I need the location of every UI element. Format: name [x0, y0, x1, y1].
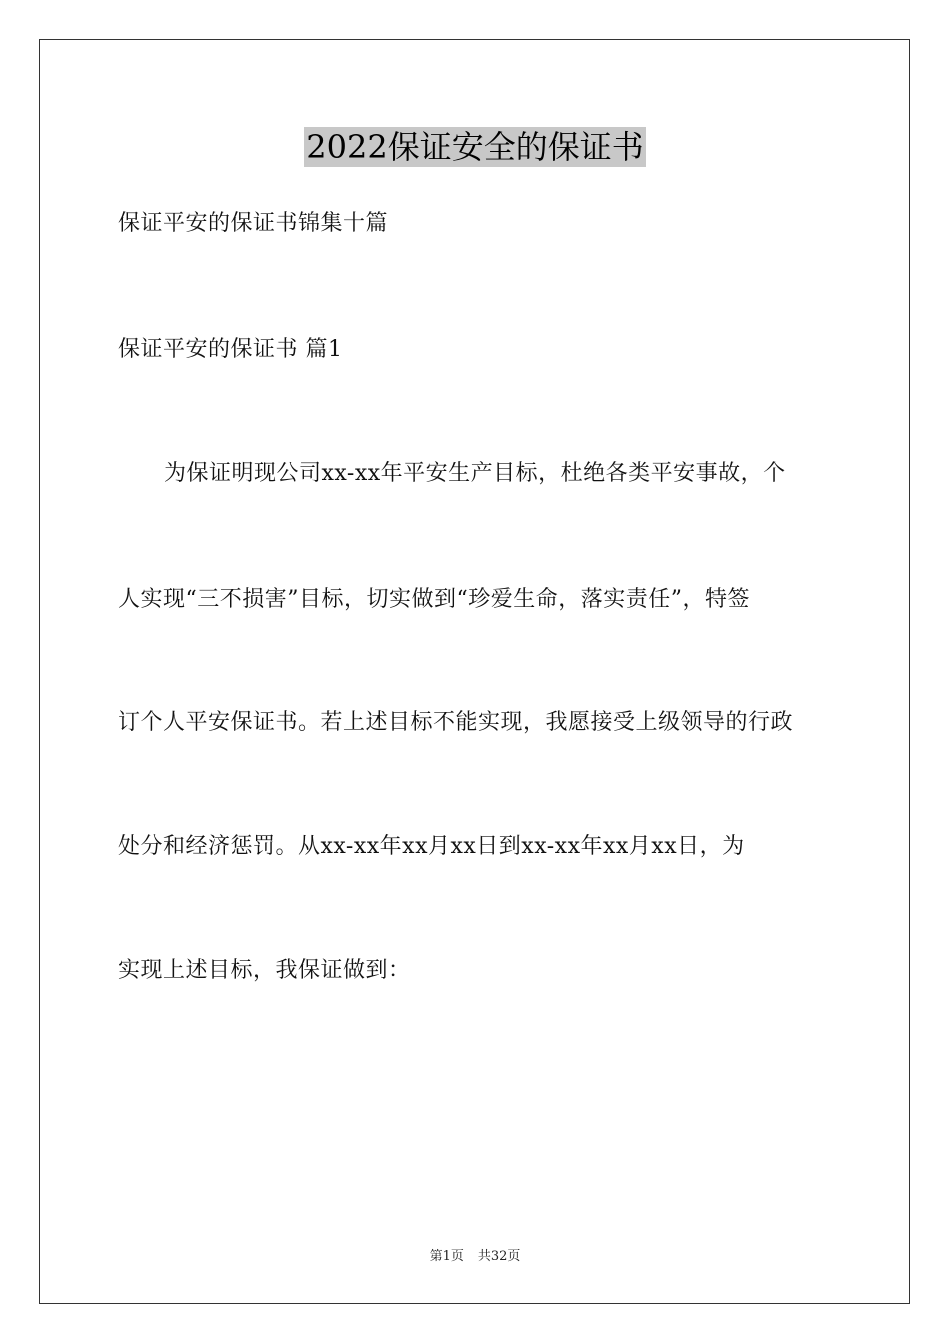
paragraph-line-1: 为保证明现公司xx-xx年平安生产目标，杜绝各类平安事故，个 — [164, 461, 786, 486]
page-number: 第1页 — [429, 1249, 464, 1264]
paragraph-line-2: 人实现“三不损害”目标，切实做到“珍爱生命，落实责任”，特签 — [118, 587, 750, 612]
title-container — [0, 127, 950, 167]
paragraph-line-3: 订个人平安保证书。若上述目标不能实现，我愿接受上级领导的行政 — [118, 710, 794, 735]
document-subtitle: 保证平安的保证书锦集十篇 — [118, 211, 389, 236]
paragraph-line-4: 处分和经济惩罚。从xx-xx年xx月xx日到xx-xx年xx月xx日，为 — [118, 834, 745, 859]
document-title: 2022保证安全的保证书 — [306, 128, 644, 166]
page-total: 共32页 — [477, 1249, 521, 1264]
section-heading: 保证平安的保证书 篇1 — [118, 337, 343, 362]
paragraph-line-5: 实现上述目标，我保证做到： — [118, 958, 411, 983]
page-footer — [0, 1248, 950, 1266]
